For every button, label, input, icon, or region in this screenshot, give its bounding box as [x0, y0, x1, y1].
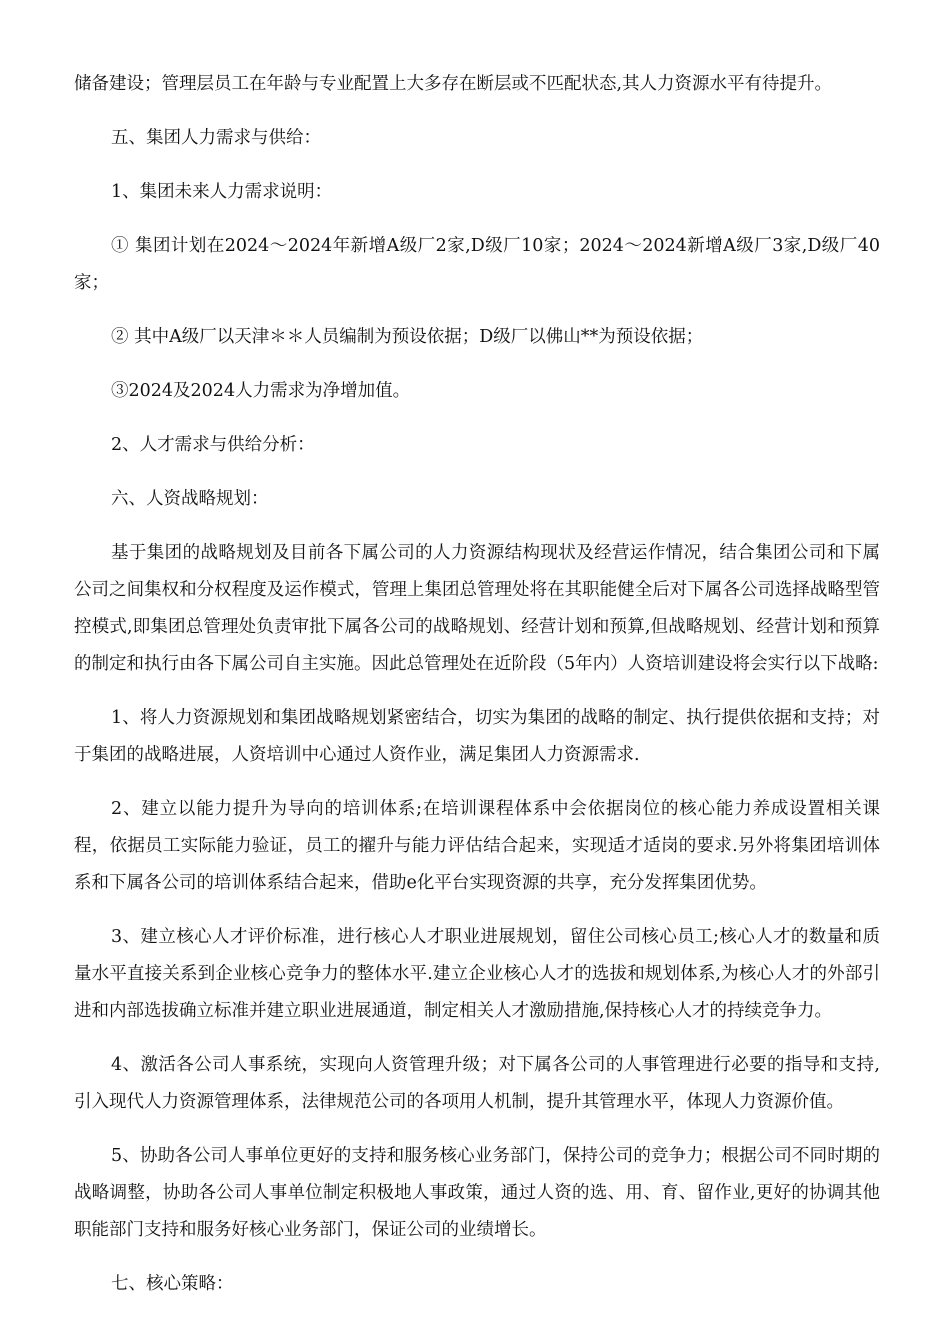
subheading-analysis: 2、人才需求与供给分析： — [111, 435, 315, 455]
strategy-item-2: 2、建立以能力提升为导向的培训体系;在培训课程体系中会依据岗位的核心能力养成设置相关课程，依据员工实际能力验证，员工的擢升与能力评估结合起来，实现适才适岗的要求.另外将集团培训体系和下属各公司的培训体系结合起来，借助e化平台实现资源的共享，充分发挥集团优势。 — [74, 799, 880, 893]
strategy-item-3: 3、建立核心人才评价标准，进行核心人才职业进展规划，留住公司核心员工;核心人才的数量和质量水平直接关系到企业核心竞争力的整体水平.建立企业核心人才的选拔和规划体系,为核心人才的外部引进和内部选拔确立标准并建立职业进展通道，制定相关人才激励措施,保持核心人才的持续竞争力。 — [74, 927, 880, 1021]
list-item-3: ③2024及2024人力需求为净增加值。 — [111, 381, 411, 401]
body-paragraph-strategy-intro: 基于集团的战略规划及目前各下属公司的人力资源结构现状及经营运作情况，结合集团公司和下属公司之间集权和分权程度及运作模式，管理上集团总管理处将在其职能健全后对下属各公司选择战略型管控模式,即集团总管理处负责审批下属各公司的战略规划、经营计划和预算,但战略规划、经营计划和预算的制定和执行由各下属公司自主实施。因此总管理处在近阶段（5年内）人资培训建设将会实行以下战略: — [74, 543, 880, 674]
subheading-demand: 1、集团未来人力需求说明： — [111, 182, 333, 202]
document-page — [74, 66, 880, 1320]
strategy-item-5: 5、协助各公司人事单位更好的支持和服务核心业务部门，保持公司的竞争力；根据公司不同时期的战略调整，协助各公司人事单位制定积极地人事政策，通过人资的选、用、育、留作业,更好的协调其他职能部门支持和服务好核心业务部门，保证公司的业绩增长。 — [74, 1146, 880, 1240]
section-heading-5: 五、集团人力需求与供给： — [111, 128, 321, 148]
paragraph-continuation: 储备建设；管理层员工在年龄与专业配置上大多存在断层或不匹配状态,其人力资源水平有待提升。 — [74, 74, 833, 94]
strategy-item-4: 4、激活各公司人事系统，实现向人资管理升级；对下属各公司的人事管理进行必要的指导和支持,引入现代人力资源管理体系，法律规范公司的各项用人机制，提升其管理水平，体现人力资源价值。 — [74, 1055, 880, 1112]
section-heading-6: 六、人资战略规划： — [111, 489, 269, 509]
section-heading-7: 七、核心策略： — [111, 1274, 234, 1294]
list-item-1: ① 集团计划在2024～2024年新增A级厂2家,D级厂10家；2024～2024新增A级厂3家,D级厂40家； — [74, 236, 880, 293]
list-item-2: ② 其中A级厂以天津＊＊人员编制为预设依据；D级厂以佛山**为预设依据； — [111, 327, 704, 347]
strategy-item-1: 1、将人力资源规划和集团战略规划紧密结合，切实为集团的战略的制定、执行提供依据和支持；对于集团的战略进展，人资培训中心通过人资作业，满足集团人力资源需求. — [74, 708, 880, 765]
